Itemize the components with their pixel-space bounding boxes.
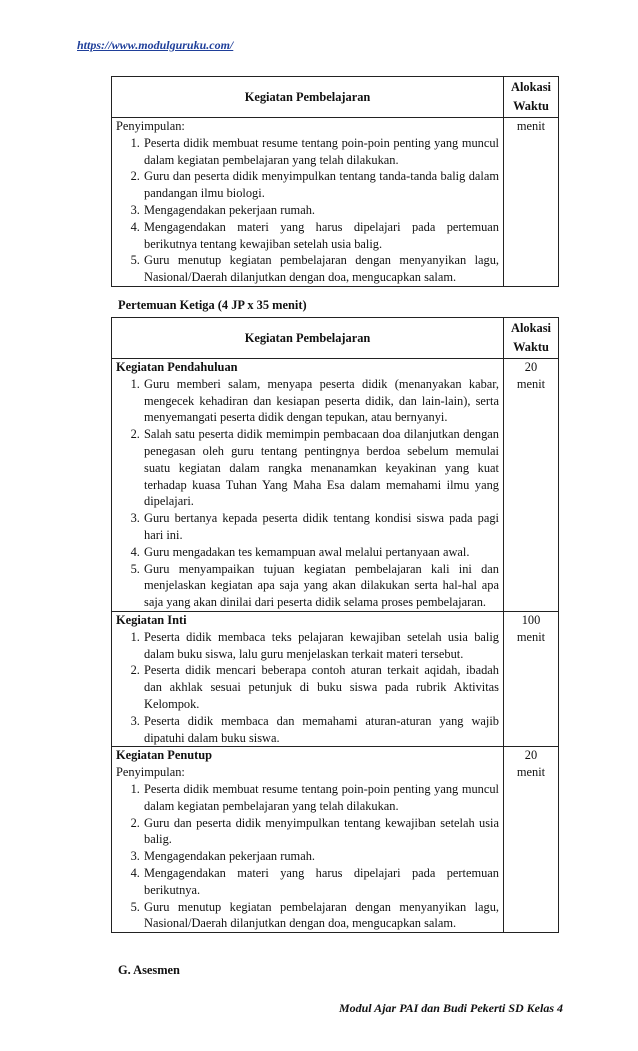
activity-list bbox=[116, 629, 499, 747]
allocation-unit: menit bbox=[516, 119, 546, 133]
allocation-number: 20 bbox=[524, 360, 538, 374]
activity-list bbox=[116, 376, 499, 611]
allocation-header-line-1: Alokasi bbox=[511, 321, 551, 335]
activity-cell bbox=[112, 118, 504, 287]
allocation-column-header bbox=[504, 77, 559, 118]
meeting-title: Pertemuan Ketiga (4 JP x 35 menit) bbox=[118, 298, 307, 312]
activity-cell bbox=[112, 359, 504, 612]
list-item: 2. Guru dan peserta didik menyimpulkan tentang tanda-tanda balig dalam pandangan ilmu biologi. bbox=[143, 168, 499, 202]
activity-list bbox=[116, 135, 499, 286]
allocation-unit: menit bbox=[516, 629, 546, 644]
allocation-header-line-2: Waktu bbox=[513, 99, 549, 113]
list-item: 4. Guru mengadakan tes kemampuan awal melalui pertanyaan awal. bbox=[143, 544, 499, 561]
list-item: 3. Mengagendakan pekerjaan rumah. bbox=[143, 202, 499, 219]
activity-column-header: Kegiatan Pembelajaran bbox=[112, 77, 504, 118]
list-item: 3. Peserta didik membaca dan memahami aturan-aturan yang wajib dipatuhi dalam buku siswa. bbox=[143, 713, 499, 747]
section-heading: G. Asesmen bbox=[118, 963, 180, 977]
header-link[interactable]: https://www.modulguruku.com/ bbox=[77, 38, 234, 52]
list-item: 1. Guru memberi salam, menyapa peserta didik (menanyakan kabar, mengecek kehadiran dan kesiapan peserta didik, dan lain-lain), serta menyemangati peserta didik dengan tepukan, atau bernyanyi. bbox=[143, 376, 499, 426]
learning-activities-table-2 bbox=[111, 317, 559, 933]
learning-activities-table-1 bbox=[111, 76, 559, 287]
table-row-inti bbox=[112, 611, 559, 746]
allocation-unit: menit bbox=[516, 376, 546, 391]
cell-subtitle: Penyimpulan: bbox=[116, 765, 185, 780]
table-header-row bbox=[112, 318, 559, 359]
activity-cell bbox=[112, 611, 504, 746]
allocation-column-header bbox=[504, 318, 559, 359]
list-item: 5. Guru menutup kegiatan pembelajaran dengan menyanyikan lagu, Nasional/Daerah dilanjutkan dengan doa, mengucapkan salam. bbox=[143, 252, 499, 286]
cell-title: Kegiatan Pendahuluan bbox=[116, 360, 238, 374]
allocation-cell bbox=[504, 611, 559, 746]
allocation-unit: menit bbox=[516, 765, 546, 780]
activity-cell bbox=[112, 747, 504, 933]
page-footer: Modul Ajar PAI dan Budi Pekerti SD Kelas 4 bbox=[338, 1001, 563, 1015]
list-item: 4. Mengagendakan materi yang harus dipelajari pada pertemuan berikutnya tentang kewajiban setelah usia balig. bbox=[143, 219, 499, 253]
cell-title: Kegiatan Penutup bbox=[116, 748, 213, 763]
allocation-cell bbox=[504, 359, 559, 612]
allocation-cell bbox=[504, 118, 559, 287]
list-item: 3. Guru bertanya kepada peserta didik tentang kondisi siswa pada pagi hari ini. bbox=[143, 510, 499, 544]
allocation-cell bbox=[504, 747, 559, 933]
allocation-header-line-1: Alokasi bbox=[511, 80, 551, 94]
list-item: 5. Guru menutup kegiatan pembelajaran dengan menyanyikan lagu, Nasional/Daerah dilanjutkan dengan doa, mengucapkan salam. bbox=[143, 899, 499, 933]
list-item: 2. Peserta didik mencari beberapa contoh aturan terkait aqidah, ibadah dan akhlak sesuai petunjuk di buku siswa pada rubrik Aktivitas Kelompok. bbox=[143, 662, 499, 712]
cell-title: Kegiatan Inti bbox=[116, 612, 187, 627]
list-item: 2. Salah satu peserta didik memimpin pembacaan doa dilanjutkan dengan penegasan oleh guru tentang pentingnya berdoa sebelum memulai suatu kegiatan dalam rangka menanamkan keyakinan yang kuat terhadap kuasa Tuhan Yang Maha Esa dalam memahami ilmu yang dipelajari. bbox=[143, 426, 499, 510]
list-item: 4. Mengagendakan materi yang harus dipelajari pada pertemuan berikutnya. bbox=[143, 865, 499, 899]
table-row-penutup bbox=[112, 747, 559, 933]
table-row bbox=[112, 118, 559, 287]
list-item: 2. Guru dan peserta didik menyimpulkan tentang kewajiban setelah usia balig. bbox=[143, 815, 499, 849]
allocation-header-line-2: Waktu bbox=[513, 340, 549, 354]
list-item: 1. Peserta didik membuat resume tentang poin-poin penting yang muncul dalam kegiatan pembelajaran yang telah dilakukan. bbox=[143, 781, 499, 815]
list-item: 5. Guru menyampaikan tujuan kegiatan pembelajaran kali ini dan menjelaskan kegiatan apa saja yang akan dilakukan serta hal-hal apa saja yang akan dinilai dari peserta didik selama proses pembelajaran. bbox=[143, 561, 499, 611]
activity-column-header: Kegiatan Pembelajaran bbox=[112, 318, 504, 359]
allocation-number: 100 bbox=[521, 612, 541, 627]
table-row-pendahuluan bbox=[112, 359, 559, 612]
activity-list bbox=[116, 781, 499, 932]
cell-subtitle: Penyimpulan: bbox=[116, 119, 185, 133]
list-item: 3. Mengagendakan pekerjaan rumah. bbox=[143, 848, 499, 865]
list-item: 1. Peserta didik membaca teks pelajaran kewajiban setelah usia balig dalam buku siswa, lalu guru menjelaskan terkait materi tersebut. bbox=[143, 629, 499, 663]
allocation-number: 20 bbox=[524, 748, 538, 763]
table-header-row bbox=[112, 77, 559, 118]
list-item: 1. Peserta didik membuat resume tentang poin-poin penting yang muncul dalam kegiatan pembelajaran yang telah dilakukan. bbox=[143, 135, 499, 169]
